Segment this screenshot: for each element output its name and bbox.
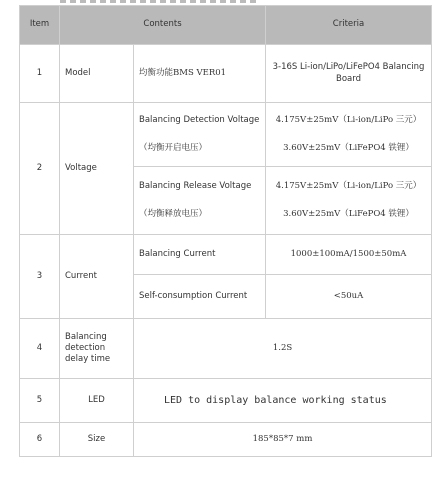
model-index: 1 xyxy=(20,45,60,103)
led-label: LED xyxy=(60,379,134,423)
top-decorative-line xyxy=(60,0,260,3)
voltage-label: Voltage xyxy=(60,103,134,235)
model-content: 均衡功能BMS VER01 xyxy=(134,45,266,103)
voltage-detection-cell xyxy=(134,103,266,167)
self-consumption-value: <50uA xyxy=(266,275,432,319)
row-size xyxy=(20,423,432,457)
size-index: 6 xyxy=(20,423,60,457)
header-contents: Contents xyxy=(60,6,266,45)
balancing-current-label: Balancing Current xyxy=(134,235,266,275)
voltage-index: 2 xyxy=(20,103,60,235)
self-consumption-label: Self-consumption Current xyxy=(134,275,266,319)
detection-criteria-2: 3.60V±25mV（LiFePO4 铁锂） xyxy=(283,142,414,153)
row-current-balancing xyxy=(20,235,432,275)
current-index: 3 xyxy=(20,235,60,319)
delay-index: 4 xyxy=(20,319,60,379)
led-value: LED to display balance working status xyxy=(134,379,432,423)
voltage-release-criteria xyxy=(266,167,432,235)
detection-title: Balancing Detection Voltage xyxy=(139,115,260,126)
detection-criteria-1: 4.175V±25mV（Li-ion/LiPo 三元） xyxy=(275,115,422,126)
size-label: Size xyxy=(60,423,134,457)
release-subtitle: （均衡释放电压） xyxy=(139,208,208,219)
led-index: 5 xyxy=(20,379,60,423)
spec-table xyxy=(19,5,432,457)
voltage-release-cell xyxy=(134,167,266,235)
voltage-detection-criteria xyxy=(266,103,432,167)
header-criteria: Criteria xyxy=(266,6,432,45)
row-model xyxy=(20,45,432,103)
header-row xyxy=(20,6,432,45)
delay-value: 1.2S xyxy=(134,319,432,379)
row-delay xyxy=(20,319,432,379)
row-led xyxy=(20,379,432,423)
delay-label: Balancing detection delay time xyxy=(60,319,134,379)
model-label: Model xyxy=(60,45,134,103)
current-label: Current xyxy=(60,235,134,319)
release-title: Balancing Release Voltage xyxy=(139,181,252,192)
release-criteria-1: 4.175V±25mV（Li-ion/LiPo 三元） xyxy=(275,181,422,192)
detection-subtitle: （均衡开启电压） xyxy=(139,142,208,153)
release-criteria-2: 3.60V±25mV（LiFePO4 铁锂） xyxy=(283,208,414,219)
size-value: 185*85*7 mm xyxy=(134,423,432,457)
balancing-current-value: 1000±100mA/1500±50mA xyxy=(266,235,432,275)
model-criteria: 3-16S Li-ion/LiPo/LiFePO4 Balancing Board xyxy=(266,45,432,103)
row-voltage-detection xyxy=(20,103,432,167)
header-item: Item xyxy=(20,6,60,45)
